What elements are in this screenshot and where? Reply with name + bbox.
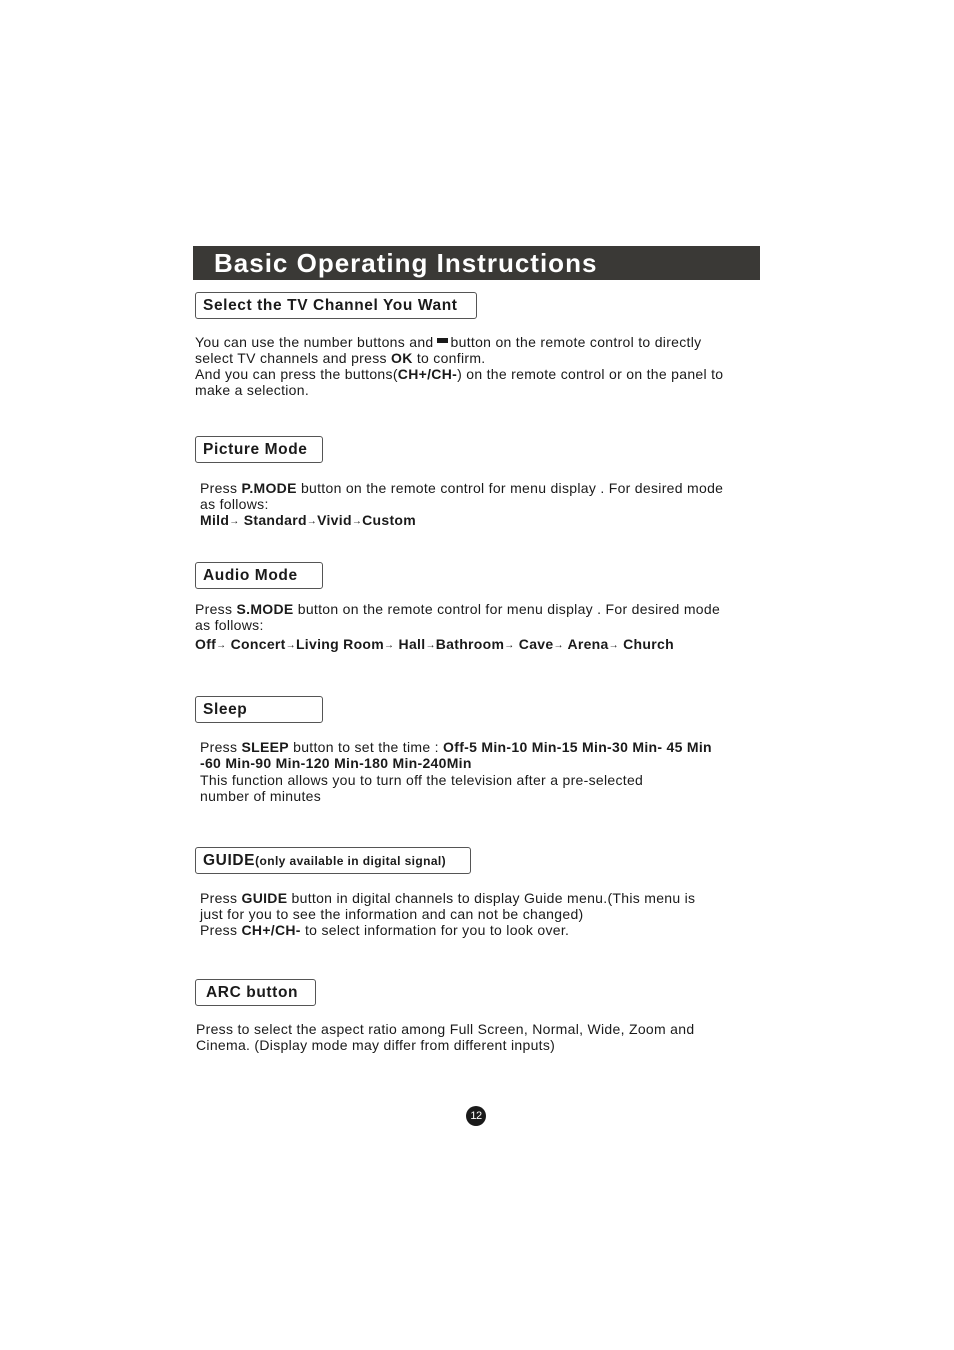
picture-mode-paragraph: Press P.MODE button on the remote control for menu display . For desired mode as follows: (200, 480, 724, 512)
arrow-right-icon: → (425, 640, 436, 651)
page-number-badge: 12 (466, 1106, 486, 1126)
audio-mode-paragraph: Press S.MODE button on the remote control for menu display . For desired mode as follows: (195, 601, 721, 633)
picture-mode-sequence: Mild→ Standard→Vivid→Custom (200, 512, 417, 528)
sleep-heading-text: Sleep (203, 701, 248, 718)
arrow-right-icon: → (553, 640, 564, 651)
section-heading-tv-channel (195, 292, 477, 319)
minus-button-icon (437, 338, 448, 343)
section-heading-guide (195, 847, 471, 874)
arrow-right-icon: → (504, 640, 515, 651)
guide-heading-text: GUIDE (203, 852, 256, 869)
arc-heading-text: ARC button (206, 984, 299, 1001)
audio-mode-sequence: Off→ Concert→Living Room→ Hall→Bathroom→ Cave→ Arena→ Church (195, 636, 674, 652)
tv-channel-heading-text: Select the TV Channel You Want (203, 297, 458, 314)
guide-heading-note: (only available in digital signal) (255, 854, 447, 868)
section-heading-sleep (195, 696, 323, 723)
arrow-right-icon: → (351, 516, 363, 527)
sleep-paragraph: Press SLEEP button to set the time : Off-5 Min-10 Min-15 Min-30 Min- 45 Min -60 Min-90 Min-120 Min-180 Min-240Min This function allows you to turn off the television after a pre-selected number of minutes (200, 739, 712, 804)
arrow-right-icon: → (608, 640, 619, 651)
arrow-right-icon: → (306, 516, 318, 527)
arrow-right-icon: → (216, 640, 227, 651)
section-heading-arc (195, 979, 316, 1006)
page-title: Basic Operating Instructions (193, 246, 760, 280)
arrow-right-icon: → (229, 516, 240, 527)
guide-paragraph: Press GUIDE button in digital channels to display Guide menu.(This menu is just for you to see the information and can not be changed) Press CH+/CH- to select information for you to look over. (200, 890, 696, 938)
audio-mode-heading-text: Audio Mode (203, 567, 298, 584)
tv-channel-paragraph: You can use the number buttons and button on the remote control to directly select TV channels and press OK to confirm. And you can press the buttons(CH+/CH-) on the remote control or on the panel to make a selection. (195, 334, 724, 398)
picture-mode-heading-text: Picture Mode (203, 441, 308, 458)
arrow-right-icon: → (285, 640, 296, 651)
section-heading-audio-mode (195, 562, 323, 589)
section-heading-picture-mode (195, 436, 323, 463)
arc-paragraph: Press to select the aspect ratio among Full Screen, Normal, Wide, Zoom and Cinema. (Display mode may differ from different inputs) (196, 1021, 695, 1053)
arrow-right-icon: → (384, 640, 395, 651)
